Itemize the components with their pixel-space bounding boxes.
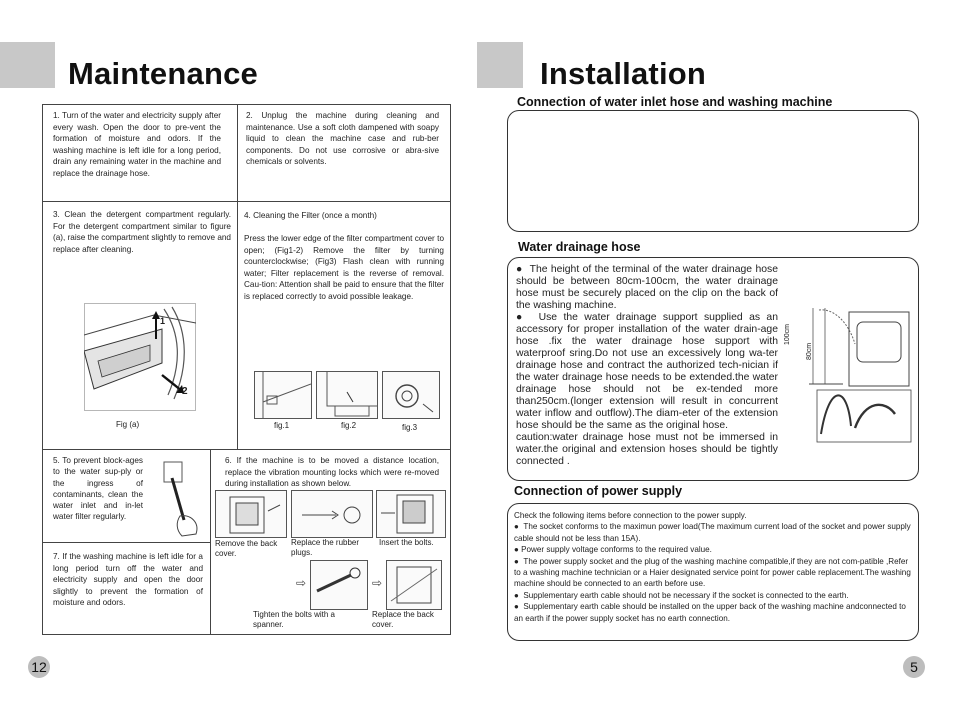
right-page-number: 5: [903, 656, 925, 678]
replace-rubber-plugs-caption: Replace the rubber plugs.: [291, 538, 360, 557]
fig-2-caption: fig.2: [341, 421, 357, 430]
power-item-3: ● The power supply socket and the plug of the washing machine compatible,if they are not com-patible ,Refer to a washing machine technician or a Haier designated service point for power cable replacement.The washing machine should be connected to an earth before use.: [514, 556, 911, 589]
drainage-height-80cm: 80cm: [806, 342, 813, 360]
bullet-icon: ●: [516, 312, 539, 323]
inlet-filter-cleaning-illustration: [150, 458, 206, 538]
fig-1-caption: fig.1: [274, 421, 290, 430]
fig-a-caption: Fig (a): [116, 420, 140, 429]
maintenance-step-3: 3. Clean the detergent compartment regularly. For the detergent compartment similar to figure (a), raise the compartment slightly to remove and replace after cleaning.: [53, 210, 231, 254]
drainage-hose-heading: Water drainage hose: [518, 240, 641, 254]
fig-3-caption: fig.3: [402, 423, 418, 432]
maintenance-title: Maintenance: [68, 56, 258, 91]
maintenance-step-5: 5. To prevent block-ages to the water sup-ply or the ingress of contaminants, clean the water inlet and in-let water filter regularly.: [53, 456, 143, 522]
power-supply-heading: Connection of power supply: [514, 484, 683, 498]
bullet-icon: ●: [516, 264, 530, 275]
drainage-paragraph-3: caution:water drainage hose must not be immersed in water.the original and extension hoses should be tightly connected .: [516, 432, 778, 467]
drainage-text-block: [516, 264, 778, 468]
drainage-height-100cm: 100cm: [784, 323, 791, 345]
maintenance-step-2: 2. Unplug the machine during cleaning and maintenance. Use a soft cloth dampened with soapy liquid to clean the machine case and rub-ber components. Do not use corrosive or abra-sive chemicals or solvents.: [246, 111, 439, 167]
installation-title: Installation: [540, 56, 707, 91]
inlet-hose-box: [507, 110, 919, 232]
fig-a-detergent-drawer-illustration: [84, 303, 196, 411]
remove-back-cover-caption: Remove the back cover.: [215, 539, 278, 558]
bullet-icon: ●: [514, 522, 524, 532]
fig-2-filter-cover-illustration: [316, 371, 378, 419]
installation-header-block: [477, 42, 523, 88]
power-supply-text-block: [514, 510, 912, 624]
arrow-to-replace-back-icon: ⇨: [372, 576, 383, 590]
power-intro: Check the following items before connection to the power supply.: [514, 511, 747, 520]
maintenance-step-6: 6. If the machine is to be moved a distance location, replace the vibration mounting locks which were re-moved during installation as shown below.: [225, 456, 439, 489]
power-item-4: ● Supplementary earth cable should not be necessary if the socket is connected to the earth.: [514, 590, 849, 600]
fig-a-label-2: 2: [182, 386, 188, 397]
replace-back-cover-illustration: [386, 560, 442, 610]
fig-1-filter-cover-illustration: [254, 371, 312, 419]
drainage-height-diagram: [795, 304, 913, 446]
bullet-icon: ●: [514, 602, 524, 612]
bullet-icon: ●: [514, 556, 524, 566]
maintenance-step-7: 7. If the washing machine is left idle for a long period turn off the water and electricity supply and open the door slightly to prevent the formation of moisture and odors.: [53, 552, 203, 608]
arrow-to-tighten-icon: ⇨: [296, 576, 307, 590]
drainage-paragraph-2: ● Use the water drainage support supplied as an accessory for proper installation of the water drain-age hose .fix the water drainage hose support with waterproof sring.Do not use an excessively long wa-ter drainage hose and contract the authorized tech-nician if the water drainage hose needs to be extended.the water drainage hose should not be ex-tended more than250cm.(longer extension will result in concurrent water inflow and outflow).The diam-eter of the extension hose should be the same as the original hose.: [516, 312, 778, 431]
replace-back-cover-caption: Replace the back cover.: [372, 610, 434, 629]
remove-back-cover-illustration: [215, 490, 287, 538]
maintenance-header-block: [0, 42, 55, 88]
insert-bolts-caption: Insert the bolts.: [379, 538, 434, 547]
bullet-icon: ●: [514, 545, 522, 555]
maintenance-step-4-title: 4. Cleaning the Filter (once a month): [244, 211, 377, 220]
drainage-paragraph-1: ● The height of the terminal of the water drainage hose should be between 80cm-100cm, the water drainage hose must be securely placed on the clip on the back of the washing machine.: [516, 264, 778, 311]
power-item-2: ● Power supply voltage conforms to the required value.: [514, 545, 712, 555]
tighten-bolts-spanner-illustration: [310, 560, 368, 610]
fig-3-filter-removal-illustration: [382, 371, 440, 419]
maintenance-step-1: 1. Turn of the water and electricity supply after every wash. Open the door to pre-vent the formation of moisture and odors. If the washing machine is left idle for a long period, drain any remaining water in the machine and replace the drainage hose.: [53, 111, 221, 178]
tighten-bolts-caption: Tighten the bolts with a spanner.: [253, 610, 335, 629]
power-item-5: ● Supplementary earth cable should be installed on the upper back of the washing machine andconnected to an earth if the power supply socket has no earth connection.: [514, 602, 906, 623]
power-item-1: ● The socket conforms to the maximun power load(The maximum current load of the socket and power supply cable should not be less than 15A).: [514, 522, 911, 543]
bullet-icon: ●: [514, 590, 524, 600]
insert-bolts-illustration: [376, 490, 446, 538]
maintenance-step-4-body: Press the lower edge of the filter compartment cover to open; (Fig1-2) Remove the filter by turning counterclockwise; (Fig3) Flash clean with running water; Filter replacement is the reverse of removal. Cau-tion: Attention shall be paid to ensure that the filter is replaced correctly to avoid possible leakage.: [244, 234, 444, 301]
replace-rubber-plugs-illustration: [291, 490, 373, 538]
left-page-number: 12: [28, 656, 50, 678]
fig-a-label-1: 1: [160, 316, 166, 326]
inlet-hose-heading: Connection of water inlet hose and washing machine: [517, 95, 833, 109]
